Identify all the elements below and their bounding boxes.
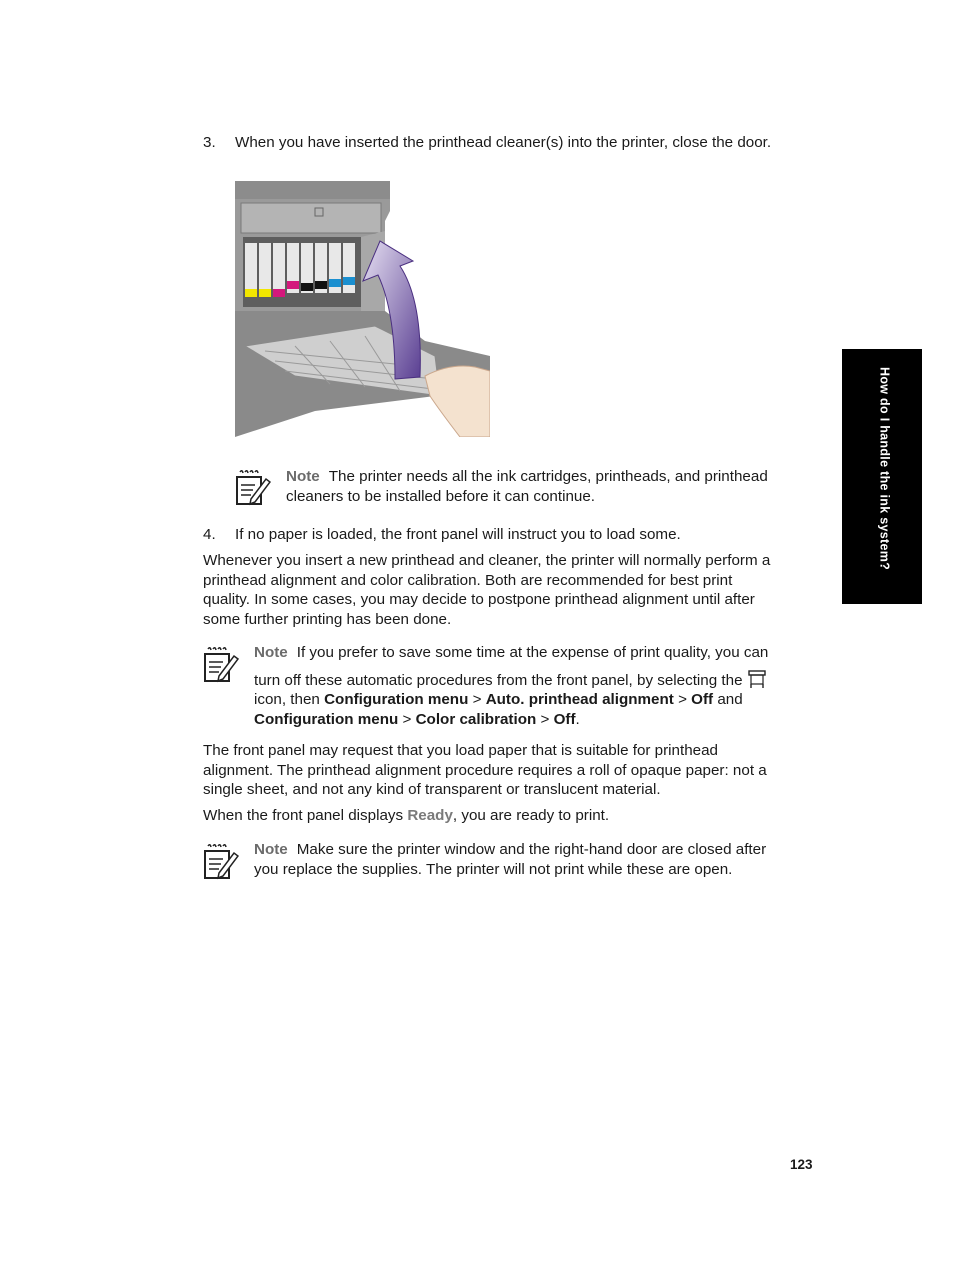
paragraph-line: some further printing has been done. [203, 610, 452, 628]
note-label: Note [254, 841, 288, 858]
note-text: If you prefer to save some time at the expense of print quality, you can [296, 644, 769, 661]
note-icon [203, 646, 239, 684]
separator: > [398, 710, 416, 728]
paragraph-alignment [203, 551, 803, 629]
separator: > [536, 710, 554, 728]
page-number: 123 [790, 1157, 813, 1172]
ready-status: Ready [407, 807, 453, 824]
paragraph-line: quality. In some cases, you may decide to postpone printhead alignment until after [203, 591, 755, 609]
printer-icon [747, 669, 767, 689]
note-text: The printer needs all the ink cartridges, printheads, and printhead [328, 468, 768, 485]
menu-off: Off [553, 710, 576, 728]
note-text: . [575, 710, 580, 728]
menu-off: Off [691, 691, 714, 709]
menu-auto-alignment: Auto. printhead alignment [485, 691, 674, 709]
chapter-title: How do I handle the ink system? [877, 367, 892, 571]
separator: > [673, 691, 692, 709]
paragraph-line: printhead alignment and color calibration. Both are recommended for best print [203, 571, 733, 589]
note-text: turn off these automatic procedures from the front panel, by selecting the [254, 671, 743, 689]
menu-config: Configuration menu [254, 710, 399, 728]
note-text: cleaners to be installed before it can continue. [286, 487, 596, 505]
paragraph-line: The front panel may request that you load paper that is suitable for printhead [203, 742, 719, 759]
note-text: you replace the supplies. The printer will not print while these are open. [254, 860, 733, 878]
paragraph-line: alignment. The printhead alignment procedure requires a roll of opaque paper: not a [203, 761, 767, 779]
note-text: icon, then [254, 691, 325, 709]
step-number: 4. [203, 526, 216, 543]
printer-door-illustration [235, 181, 490, 437]
note-text: Make sure the printer window and the right-hand door are closed after [296, 841, 767, 858]
step-text: When you have inserted the printhead cleaner(s) into the printer, close the door. [235, 134, 772, 151]
note-3 [254, 840, 814, 879]
note-text: and [713, 691, 743, 709]
step-number: 3. [203, 134, 216, 151]
separator: > [468, 691, 486, 709]
note-label: Note [254, 644, 288, 661]
note-1 [286, 467, 806, 506]
note-label: Note [286, 468, 320, 485]
step-text: If no paper is loaded, the front panel will instruct you to load some. [235, 526, 681, 543]
menu-config: Configuration menu [324, 691, 469, 709]
chapter-side-tab [842, 349, 922, 604]
note-2 [254, 643, 814, 729]
paragraph-line: Whenever you insert a new printhead and cleaner, the printer will normally perform a [203, 552, 771, 569]
paragraph-ready [203, 806, 803, 826]
paragraph-text: , you are ready to print. [452, 807, 610, 824]
paragraph-paper [203, 741, 803, 800]
note-icon [203, 843, 239, 881]
paragraph-text: When the front panel displays [203, 807, 408, 824]
menu-color-calibration: Color calibration [415, 710, 537, 728]
note-icon [235, 469, 271, 507]
paragraph-line: single sheet, and not any kind of transparent or translucent material. [203, 781, 661, 799]
